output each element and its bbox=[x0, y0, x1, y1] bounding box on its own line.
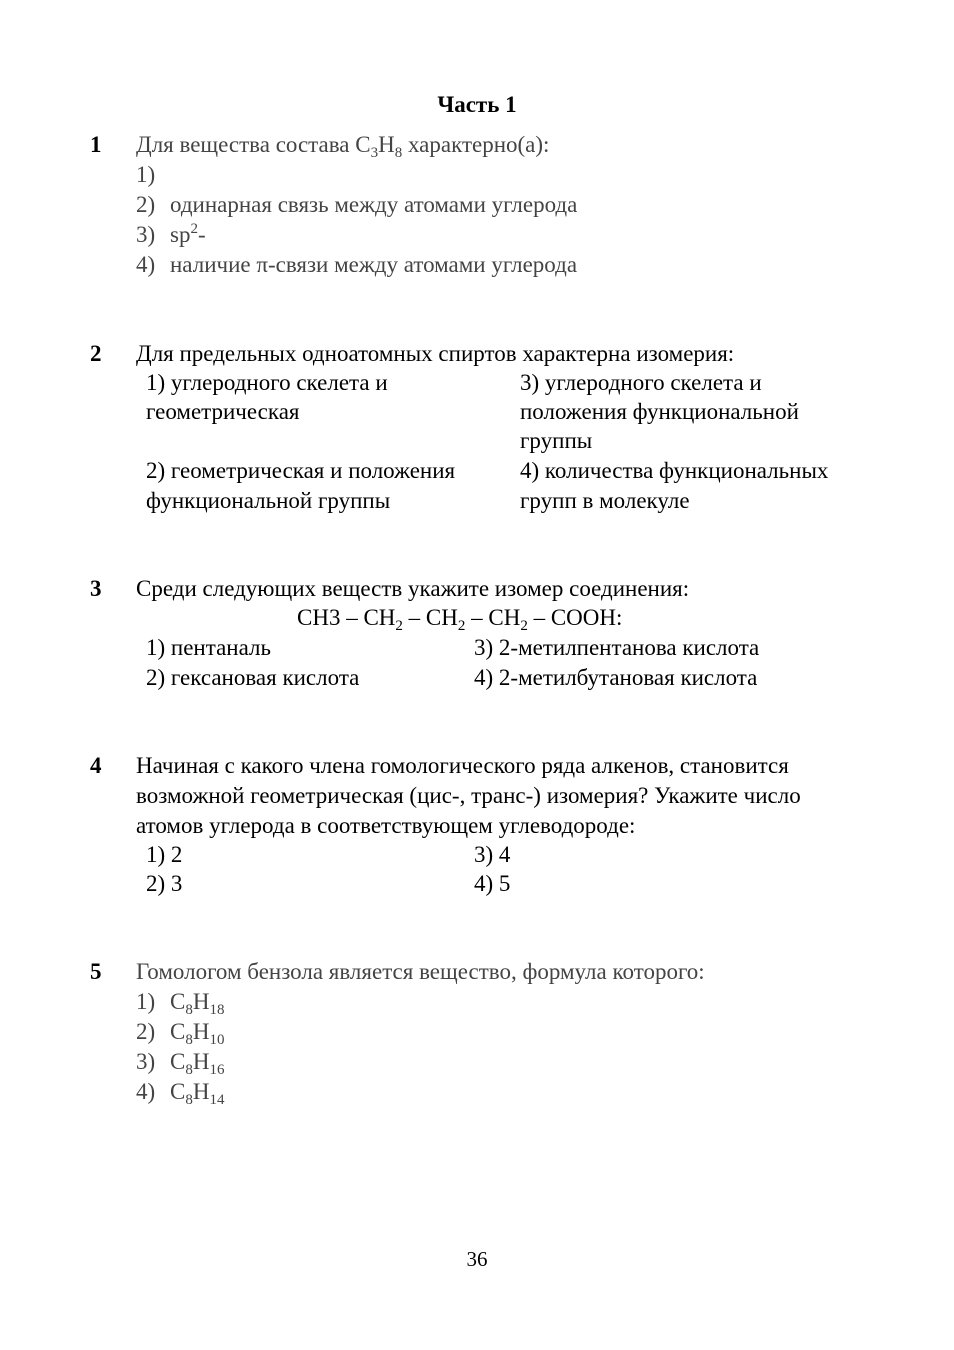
question-4-number: 4 bbox=[90, 753, 102, 778]
question-2-option-4-line-2: групп в молекуле bbox=[520, 488, 690, 513]
question-5-number: 5 bbox=[90, 959, 102, 984]
question-4-option-4: 4) 5 bbox=[474, 871, 511, 896]
question-1-number: 1 bbox=[90, 132, 102, 157]
question-2-stem: Для предельных одноатомных спиртов характерна изомерия: bbox=[136, 341, 735, 366]
question-2-option-4-line-1: 4) количества функциональных bbox=[520, 458, 829, 483]
question-3-option-1: 1) пентаналь bbox=[146, 635, 271, 660]
question-2-option-3-line-3: группы bbox=[520, 428, 593, 453]
question-5-stem: Гомологом бензола является вещество, формула которого: bbox=[136, 959, 705, 984]
question-4-stem-line-1: Начиная с какого члена гомологического ряда алкенов, становится bbox=[136, 753, 789, 778]
question-3-formula: $CH3 - CH_2 - CH_2 - CH_2$ – COOH: bbox=[297, 605, 623, 634]
question-2-option-3-line-1: 3) углеродного скелета и bbox=[520, 370, 762, 395]
question-3-option-4: 4) 2-метилбутановая кислота bbox=[474, 665, 758, 690]
question-2-option-2-line-2: функциональной группы bbox=[146, 488, 391, 513]
page-number: 36 bbox=[466, 1247, 488, 1271]
question-2-option-1-line-2: геометрическая bbox=[146, 399, 300, 424]
question-1-option-3: 3) $sp^2-$ bbox=[136, 221, 206, 247]
question-1-stem: Для вещества состава $C_3H_8$ характерно(а): bbox=[136, 132, 550, 161]
question-3-option-2: 2) гексановая кислота bbox=[146, 665, 360, 690]
question-3-number: 3 bbox=[90, 576, 102, 601]
question-2-option-1-line-1: 1) углеродного скелета и bbox=[146, 370, 388, 395]
question-5-option-4: 4) $C_8H_{14}$ bbox=[136, 1079, 225, 1108]
question-4-stem-line-3: атомов углерода в соответствующем углеводороде: bbox=[136, 813, 636, 838]
question-3-option-3: 3) 2-метилпентанова кислота bbox=[474, 635, 760, 660]
question-5-option-1: 1) $C_8H_{18}$ bbox=[136, 989, 225, 1018]
question-4-stem-line-2: возможной геометрическая (цис-, транс-) изомерия? Укажите число bbox=[136, 783, 801, 808]
question-3-stem: Среди следующих веществ укажите изомер соединения: bbox=[136, 576, 690, 601]
question-2-option-2-line-1: 2) геометрическая и положения bbox=[146, 458, 456, 483]
question-5-option-2: 2) $C_8H_{10}$ bbox=[136, 1019, 225, 1048]
question-1-option-4: 4) наличие π-связи между атомами углерода bbox=[136, 252, 578, 277]
question-1-option-1: 1) bbox=[136, 162, 156, 187]
question-2-number: 2 bbox=[90, 341, 102, 366]
question-4-option-3: 3) 4 bbox=[474, 842, 511, 867]
question-2-option-3-line-2: положения функциональной bbox=[520, 399, 799, 424]
question-4-option-1: 1) 2 bbox=[146, 842, 183, 867]
page-title: Часть 1 bbox=[437, 92, 517, 117]
question-1-option-2: 2) одинарная связь между атомами углерода bbox=[136, 192, 578, 217]
question-4-option-2: 2) 3 bbox=[146, 871, 183, 896]
question-5-option-3: 3) $C_8H_{16}$ bbox=[136, 1049, 225, 1078]
